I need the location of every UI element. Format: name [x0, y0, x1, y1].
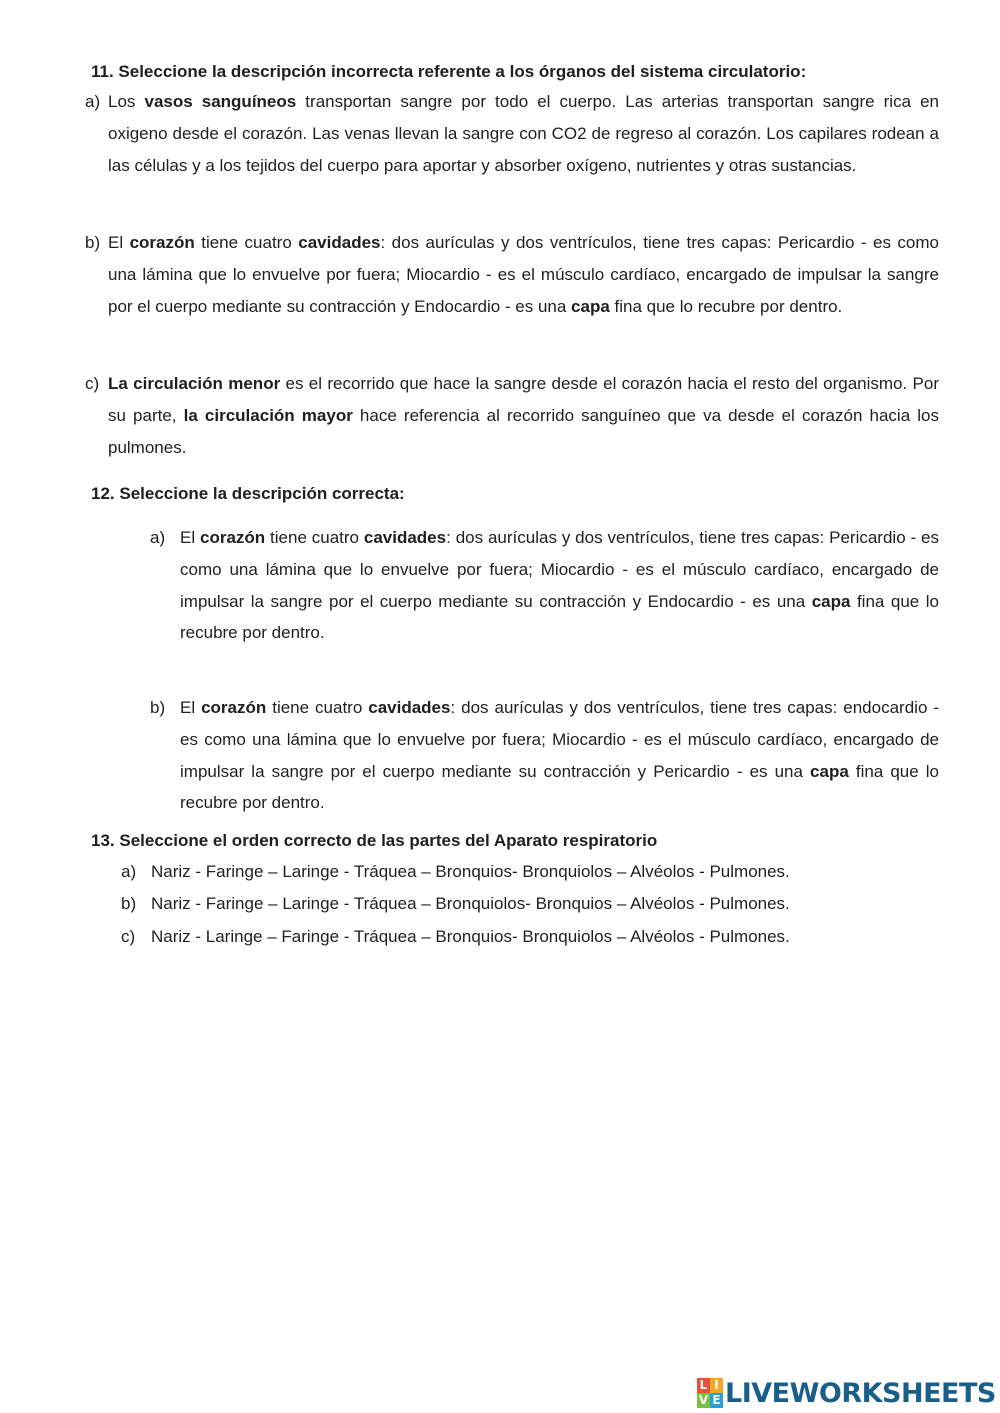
- bold-term: cavidades: [363, 528, 447, 547]
- q12-option-a[interactable]: [150, 522, 939, 649]
- q11-option-c-text: La circulación menor es el recorrido que hace la sangre desde el corazón hacia el resto del organismo. Por su parte, la circulación mayor hace referencia al recorrido sanguíneo que va desde el corazón hacia los pulmones.: [108, 374, 940, 457]
- bold-term: vasos sanguíneos: [144, 92, 297, 111]
- q11-option-a-text: Los vasos sanguíneos transportan sangre por todo el cuerpo. Las arterias transportan sangre rica en oxigeno desde el corazón. Las venas llevan la sangre con CO2 de regreso al corazón. Los capilares rodean a las células y a los tejidos del cuerpo para aportar y absorber oxígeno, nutrientes y otras sustancias.: [108, 92, 940, 175]
- bold-term: cavidades: [298, 233, 381, 252]
- logo-letter: L: [697, 1378, 710, 1393]
- q12-option-b[interactable]: [150, 692, 939, 819]
- bold-term: corazón: [199, 528, 266, 547]
- q11-option-b-text: El corazón tiene cuatro cavidades: dos aurículas y dos ventrículos, tiene tres capas: Pericardio - es como una lámina que lo envuelve por fuera; Miocardio - es el músculo cardíaco, encargado de impulsar la sangre por el cuerpo mediante su contracción y Endocardio - es una capa fina que lo recubre por dentro.: [108, 233, 939, 316]
- q11-option-b[interactable]: [85, 227, 939, 322]
- logo-letter: V: [698, 1393, 709, 1407]
- question-13-title: 13. Seleccione el orden correcto de las partes del Aparato respiratorio: [91, 831, 658, 850]
- liveworksheets-logo-mark: [697, 1378, 723, 1408]
- bold-term: capa: [811, 591, 851, 611]
- logo-letter: E: [710, 1393, 723, 1408]
- q11-option-c[interactable]: [85, 368, 939, 463]
- question-11-title: 11. Seleccione la descripción incorrecta referente a los órganos del sistema circulatorio:: [91, 62, 807, 81]
- bold-term: La circulación menor: [108, 374, 281, 393]
- q11-option-a[interactable]: [85, 86, 939, 181]
- option-label: a): [121, 862, 137, 881]
- q13-option-b-text: Nariz - Faringe – Laringe - Tráquea – Bronquiolos- Bronquios – Alvéolos - Pulmones.: [151, 894, 790, 913]
- q13-option-a-text: Nariz - Faringe – Laringe - Tráquea – Bronquios- Bronquiolos – Alvéolos - Pulmones.: [151, 862, 790, 881]
- q13-option-c[interactable]: [121, 927, 790, 947]
- liveworksheets-logo-text: LIVEWORKSHEETS: [725, 1377, 996, 1409]
- q12-option-a-text: El corazón tiene cuatro cavidades: dos aurículas y dos ventrículos, tiene tres capas: Pericardio - es como una lámina que lo envuelve por fuera; Miocardio - es el músculo cardíaco, encargado de impulsar la sangre por el cuerpo mediante su contracción y Endocardio - es una capa fina que lo recubre por dentro.: [180, 528, 939, 643]
- option-label: c): [121, 927, 136, 946]
- option-label: a): [85, 92, 101, 111]
- q13-option-c-text: Nariz - Laringe – Faringe - Tráquea – Bronquios- Bronquiolos – Alvéolos - Pulmones.: [151, 927, 790, 946]
- q12-option-b-text: El corazón tiene cuatro cavidades: dos aurículas y dos ventrículos, tiene tres capas: endocardio - es como una lámina que lo envuelve por fuera; Miocardio - es el músculo cardíaco, encargado de impulsar la sangre por el cuerpo mediante su contracción y Pericardio - es una capa fina que lo recubre por dentro.: [180, 698, 940, 813]
- bold-term: la circulación mayor: [183, 405, 353, 425]
- option-label: a): [150, 528, 166, 547]
- option-label: c): [85, 374, 100, 393]
- liveworksheets-logo[interactable]: [697, 1377, 996, 1409]
- option-label: b): [150, 698, 166, 717]
- q13-option-b[interactable]: [121, 894, 790, 914]
- bold-term: corazón: [201, 698, 267, 717]
- logo-letter: I: [710, 1378, 723, 1393]
- question-12-title: 12. Seleccione la descripción correcta:: [91, 484, 405, 503]
- bold-term: cavidades: [368, 698, 451, 717]
- option-label: b): [85, 233, 101, 252]
- bold-term: capa: [571, 296, 610, 316]
- option-label: b): [121, 894, 137, 913]
- bold-term: capa: [810, 761, 849, 781]
- bold-term: corazón: [129, 233, 195, 252]
- q13-option-a[interactable]: [121, 862, 790, 882]
